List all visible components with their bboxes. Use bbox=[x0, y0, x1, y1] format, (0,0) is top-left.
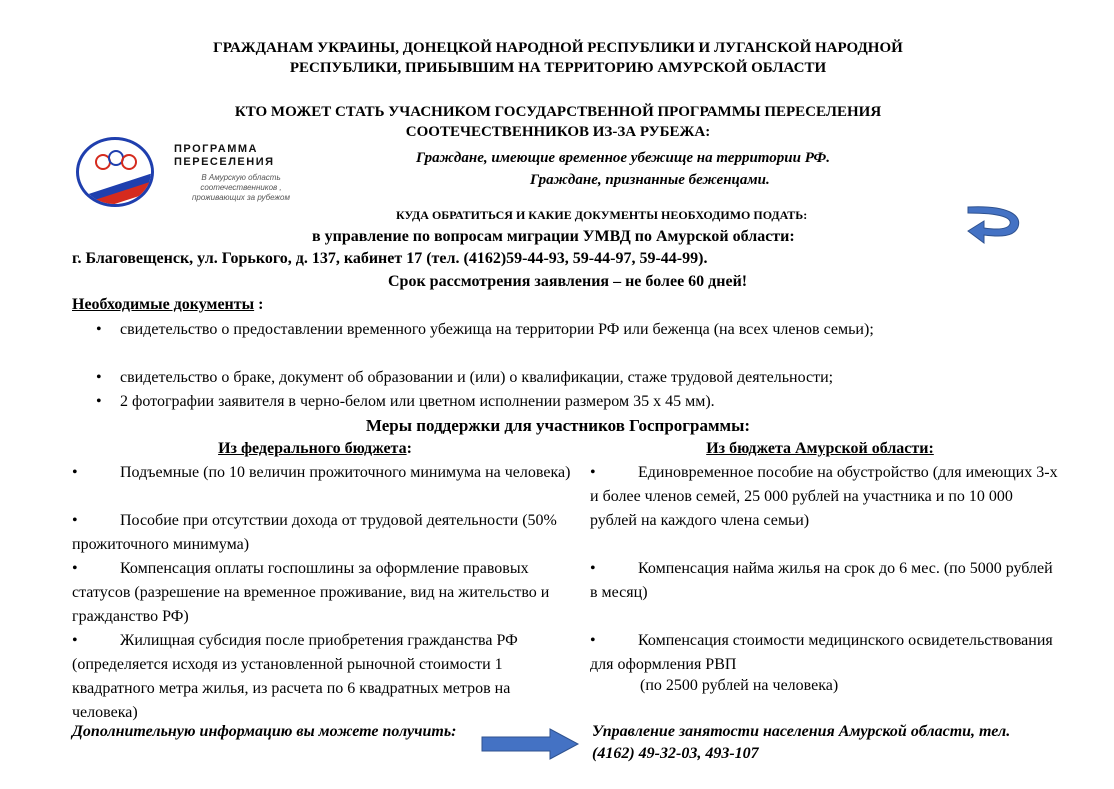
required-documents-colon: : bbox=[254, 296, 264, 313]
bullet-icon: • bbox=[72, 512, 78, 529]
curved-left-arrow-icon bbox=[962, 203, 1024, 247]
notice-header-line2: РЕСПУБЛИКИ, ПРИБЫВШИМ НА ТЕРРИТОРИЮ АМУРСКОЙ ОБЛАСТИ bbox=[289, 60, 827, 76]
federal-support-text: Жилищная субсидия после приобретения гражданства РФ (определяется исходя из установленной рыночной стоимости 1 квадратного метра жилья, из расчета по 6 квадратных метров на человека) bbox=[72, 632, 518, 721]
migration-department: в управление по вопросам миграции УМВД по Амурской области: bbox=[312, 228, 795, 245]
document-text: свидетельство о предоставлении временного убежища на территории РФ или беженца (на всех членов семьи); bbox=[120, 321, 874, 338]
right-arrow-icon bbox=[480, 728, 580, 760]
bullet-icon: • bbox=[590, 632, 596, 649]
regional-budget-heading: Из бюджета Амурской области: bbox=[706, 440, 934, 457]
required-documents-label: Необходимые документы bbox=[72, 296, 255, 313]
more-info-label: Дополнительную информацию вы можете получить: bbox=[72, 723, 457, 740]
regional-support-item bbox=[590, 461, 1060, 533]
who-can-participate-heading bbox=[60, 102, 1056, 142]
resettlement-program-logo bbox=[76, 137, 301, 211]
regional-support-text: Компенсация стоимости медицинского освидетельствования для оформления РВП bbox=[590, 632, 1053, 673]
regional-support-text: Компенсация найма жилья на срок до 6 мес. (по 5000 рублей в месяц) bbox=[590, 560, 1053, 601]
people-icon bbox=[79, 140, 151, 204]
federal-support-item bbox=[72, 629, 572, 725]
document-item bbox=[96, 368, 1044, 388]
logo-emblem-icon bbox=[76, 137, 154, 207]
federal-support-item bbox=[72, 509, 572, 557]
where-to-apply-heading: КУДА ОБРАТИТЬСЯ И КАКИЕ ДОКУМЕНТЫ НЕОБХОДИМО ПОДАТЬ: bbox=[396, 208, 808, 222]
employment-office-contact: Управление занятости населения Амурской области, тел. (4162) 49-32-03, 493-107 bbox=[592, 723, 1011, 762]
regional-support-item bbox=[590, 557, 1060, 605]
notice-header-line1: ГРАЖДАНАМ УКРАИНЫ, ДОНЕЦКОЙ НАРОДНОЙ РЕСПУБЛИКИ И ЛУГАНСКОЙ НАРОДНОЙ bbox=[213, 40, 903, 56]
logo-sub-line1: В Амурскую область bbox=[201, 173, 281, 182]
document-item bbox=[96, 392, 1044, 412]
regional-support-item bbox=[590, 629, 1060, 677]
bullet-icon: • bbox=[96, 321, 102, 338]
federal-budget-heading bbox=[72, 440, 558, 458]
federal-support-text: Компенсация оплаты госпошлины за оформление правовых статусов (разрешение на временное проживание, вид на жительство и гражданство РФ) bbox=[72, 560, 550, 625]
eligible-group-2: Граждане, признанные беженцами. bbox=[530, 172, 770, 188]
federal-support-text: Пособие при отсутствии дохода от трудовой деятельности (50% прожиточного минимума) bbox=[72, 512, 557, 553]
logo-title-line1: ПРОГРАММА bbox=[174, 143, 258, 155]
federal-support-item bbox=[72, 557, 572, 629]
support-measures-title: Меры поддержки для участников Госпрограммы: bbox=[365, 416, 751, 435]
eligible-group-1: Граждане, имеющие временное убежище на территории РФ. bbox=[416, 150, 830, 166]
regional-support-text: Единовременное пособие на обустройство (для имеющих 3-х и более членов семей, 25 000 рублей на участника и по 10 000 рублей на каждого члена семьи) bbox=[590, 464, 1058, 529]
document-item bbox=[96, 320, 1044, 340]
regional-support-amount: (по 2500 рублей на человека) bbox=[640, 677, 839, 694]
document-text: свидетельство о браке, документ об образовании и (или) о квалификации, стаже трудовой деятельности; bbox=[120, 369, 834, 386]
office-address: г. Благовещенск, ул. Горького, д. 137, кабинет 17 (тел. (4162)59-44-93, 59-44-97, 59-44-99). bbox=[72, 250, 708, 267]
review-term: Срок рассмотрения заявления – не более 60 дней! bbox=[388, 273, 748, 290]
logo-title-line2: ПЕРЕСЕЛЕНИЯ bbox=[174, 156, 275, 168]
who-line2: СООТЕЧЕСТВЕННИКОВ ИЗ-ЗА РУБЕЖА: bbox=[405, 124, 711, 140]
bullet-icon: • bbox=[590, 464, 596, 481]
federal-budget-label: Из федерального бюджета bbox=[218, 440, 407, 457]
bullet-icon: • bbox=[72, 632, 78, 649]
required-documents-heading bbox=[72, 296, 263, 314]
logo-sub-line2: соотечественников , bbox=[200, 183, 282, 192]
who-line1: КТО МОЖЕТ СТАТЬ УЧАСНИКОМ ГОСУДАРСТВЕННОЙ ПРОГРАММЫ ПЕРЕСЕЛЕНИЯ bbox=[234, 104, 882, 120]
bullet-icon: • bbox=[72, 464, 78, 481]
federal-support-text: Подъемные (по 10 величин прожиточного минимума на человека) bbox=[120, 464, 571, 481]
federal-budget-colon: : bbox=[406, 440, 412, 457]
bullet-icon: • bbox=[96, 369, 102, 386]
bullet-icon: • bbox=[96, 393, 102, 410]
notice-header bbox=[60, 38, 1056, 78]
document-text: 2 фотографии заявителя в черно-белом или цветном исполнении размером 35 х 45 мм). bbox=[120, 393, 715, 410]
bullet-icon: • bbox=[72, 560, 78, 577]
federal-support-item bbox=[72, 461, 572, 485]
logo-sub-line3: проживающих за рубежом bbox=[192, 193, 290, 202]
bullet-icon: • bbox=[590, 560, 596, 577]
